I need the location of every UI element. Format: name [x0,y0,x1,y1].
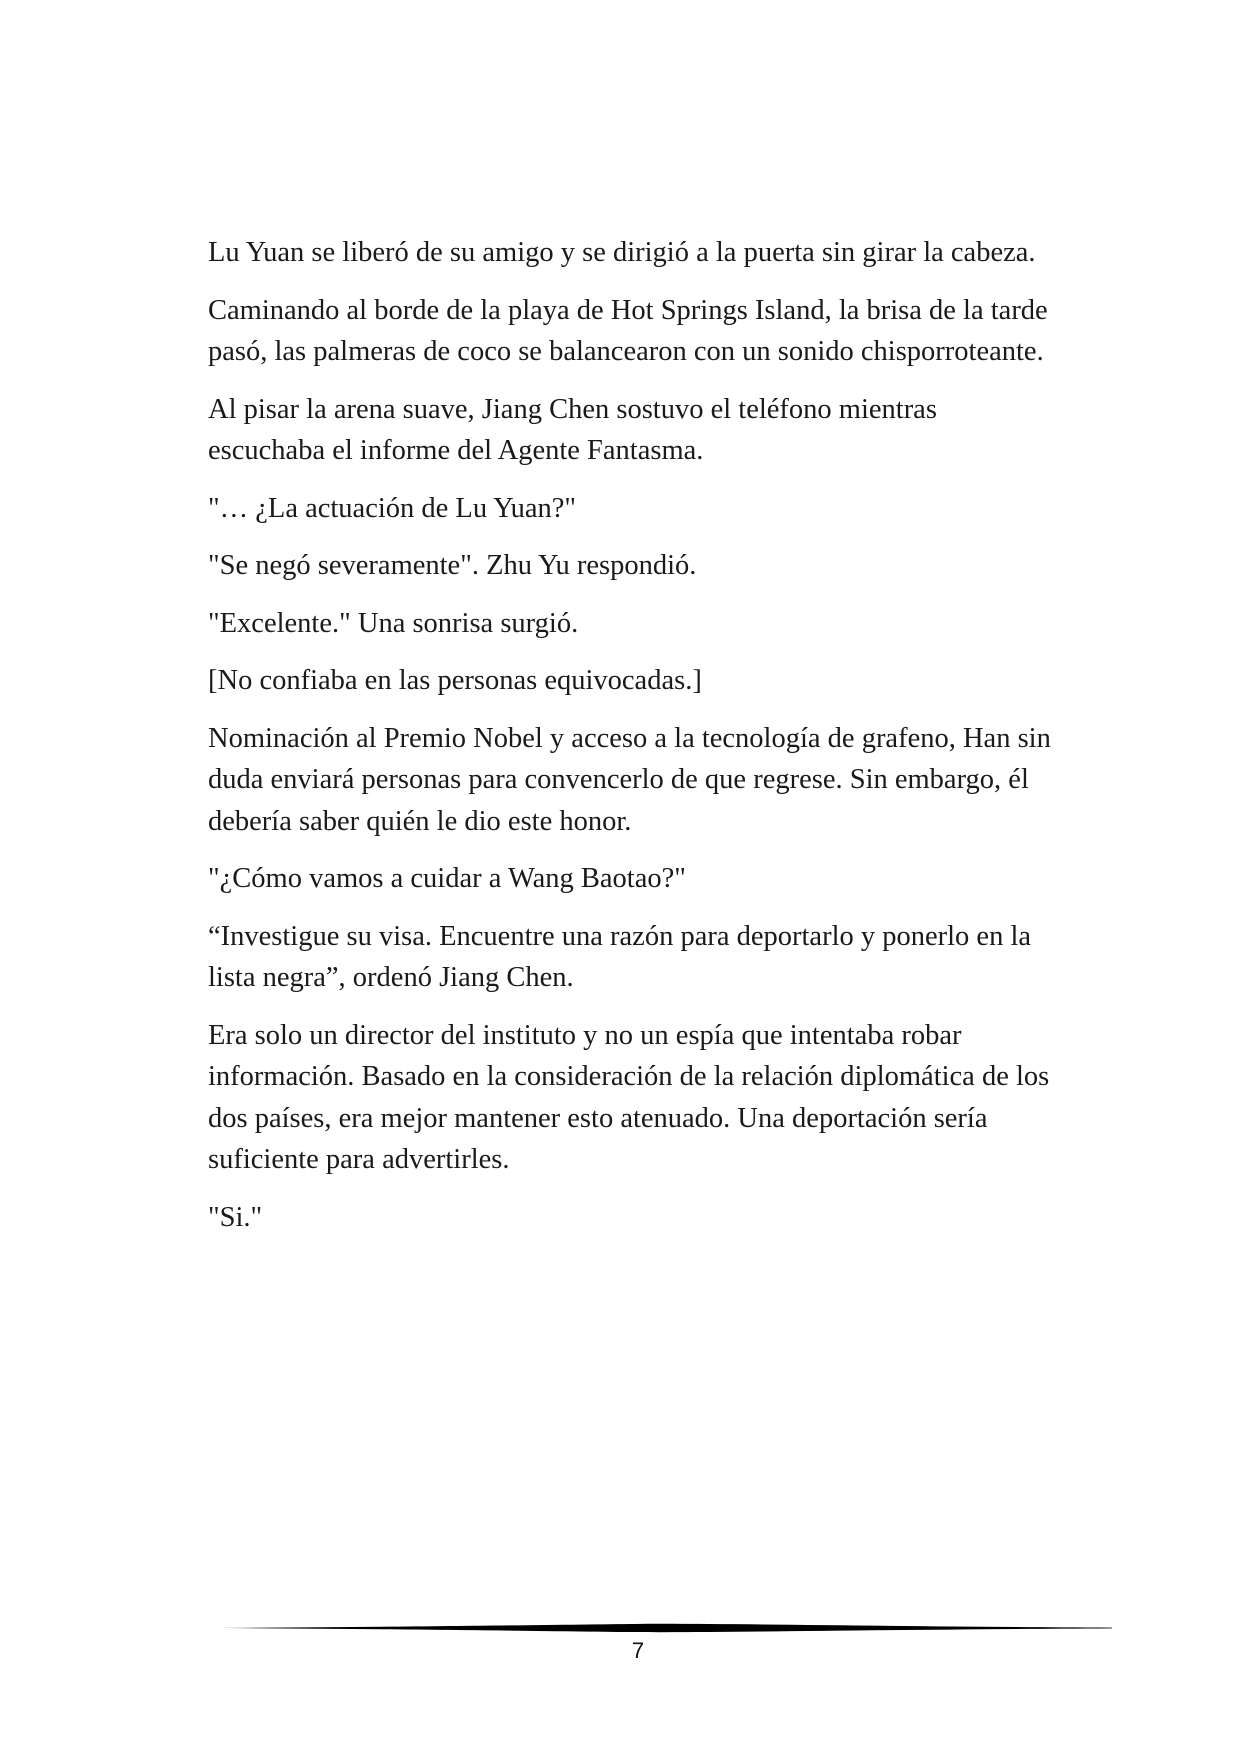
paragraph: Nominación al Premio Nobel y acceso a la tecnología de grafeno, Han sin duda enviará personas para convencerlo de que regrese. Sin embargo, él debería saber quién le dio este honor. [208,722,1051,837]
body-text [208,232,1058,1254]
paragraph: [No confiaba en las personas equivocadas.] [208,665,702,696]
paragraph: Al pisar la arena suave, Jiang Chen sostuvo el teléfono mientras escuchaba el informe del Agente Fantasma. [208,393,937,466]
paragraph: “Investigue su visa. Encuentre una razón para deportarlo y ponerlo en la lista negra”, ordenó Jiang Chen. [208,920,1032,993]
paragraph: "Se negó severamente". Zhu Yu respondió. [208,550,697,581]
paragraph: "Si." [208,1201,263,1233]
page-number: 7 [631,1638,645,1663]
paragraph: "Excelente." Una sonrisa surgió. [208,607,579,639]
paragraph: Era solo un director del instituto y no un espía que intentaba robar información. Basado en la consideración de la relación diplomática de los dos países, era mejor mantener esto atenuado. Una deportación sería suficiente para advertirles. [208,1019,1050,1175]
paragraph: Lu Yuan se liberó de su amigo y se dirigió a la puerta sin girar la cabeza. [208,237,1036,268]
paragraph: "… ¿La actuación de Lu Yuan?" [208,492,577,524]
paragraph: "¿Cómo vamos a cuidar a Wang Baotao?" [208,863,686,894]
paragraph: Caminando al borde de la playa de Hot Springs Island, la brisa de la tarde pasó, las palmeras de coco se balancearon con un sonido chisporroteante. [208,294,1048,367]
footer-divider [208,1622,1112,1634]
